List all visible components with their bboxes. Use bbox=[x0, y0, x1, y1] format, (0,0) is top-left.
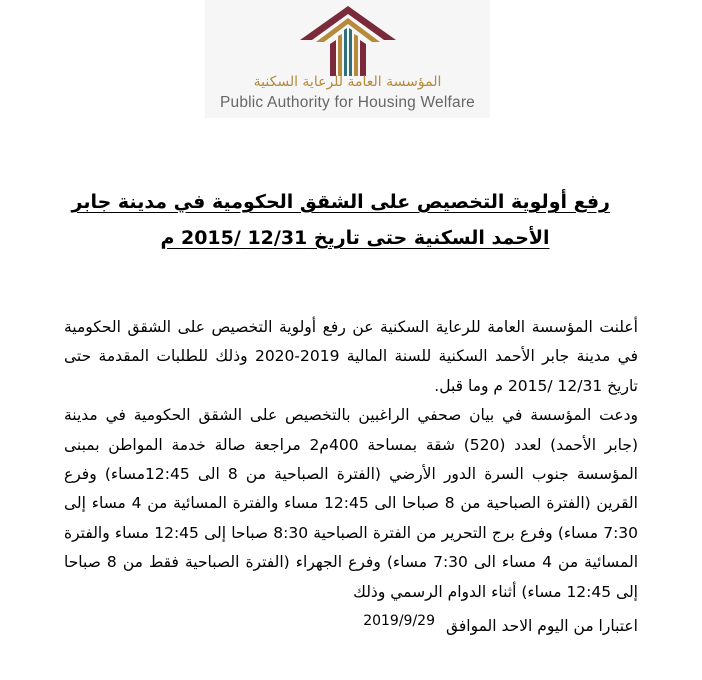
page-title bbox=[60, 184, 610, 256]
announcement-body bbox=[64, 313, 638, 641]
closing-date: 2019/9/29 bbox=[363, 613, 435, 630]
closing-line bbox=[64, 607, 638, 641]
title-line-1: رفع أولوية التخصيص على الشقق الحكومية في مدينة جابر bbox=[71, 191, 610, 213]
authority-logo bbox=[205, 0, 490, 118]
title-line-2: الأحمد السكنية حتى تاريخ 12/31 /2015 م bbox=[160, 227, 550, 249]
logo-arabic-name: المؤسسة العامة للرعاية السكنية bbox=[253, 74, 442, 90]
logo-english-name: Public Authority for Housing Welfare bbox=[219, 94, 476, 111]
closing-text: اعتبارا من اليوم الاحد الموافق bbox=[445, 617, 638, 636]
paragraph-2: ودعت المؤسسة في بيان صحفي الراغبين بالتخصيص على الشقق الحكومية في مدينة (جابر الأحمد) لعدد (520) شقة بمساحة 400م2 مراجعة صالة خدمة المواطن بمبنى المؤسسة جنوب السرة الدور الأرضي (الفترة الصباحية من 8 الى 12:45مساء) وفرع القرين (الفترة الصباحية من 8 صباحا الى 12:45 مساء والفترة المسائية من 4 مساء إلى 7:30 مساء) وفرع برج التحرير من الفترة الصباحية 8:30 صباحا إلى 12:45 مساء والفترة المسائية من 4 مساء الى 7:30 مساء) وفرع الجهراء (الفترة الصباحية فقط من 8 صباحا إلى 12:45 مساء) أثناء الدوام الرسمي وذلك bbox=[64, 406, 639, 601]
authority-emblem-icon bbox=[300, 6, 396, 76]
paragraph-1: أعلنت المؤسسة العامة للرعاية السكنية عن رفع أولوية التخصيص على الشقق الحكومية في مدينة جابر الأحمد السكنية للسنة المالية 2019-2020 وذلك للطلبات المقدمة حتى تاريخ 12/31 /2015 م وما قبل. bbox=[64, 318, 638, 395]
